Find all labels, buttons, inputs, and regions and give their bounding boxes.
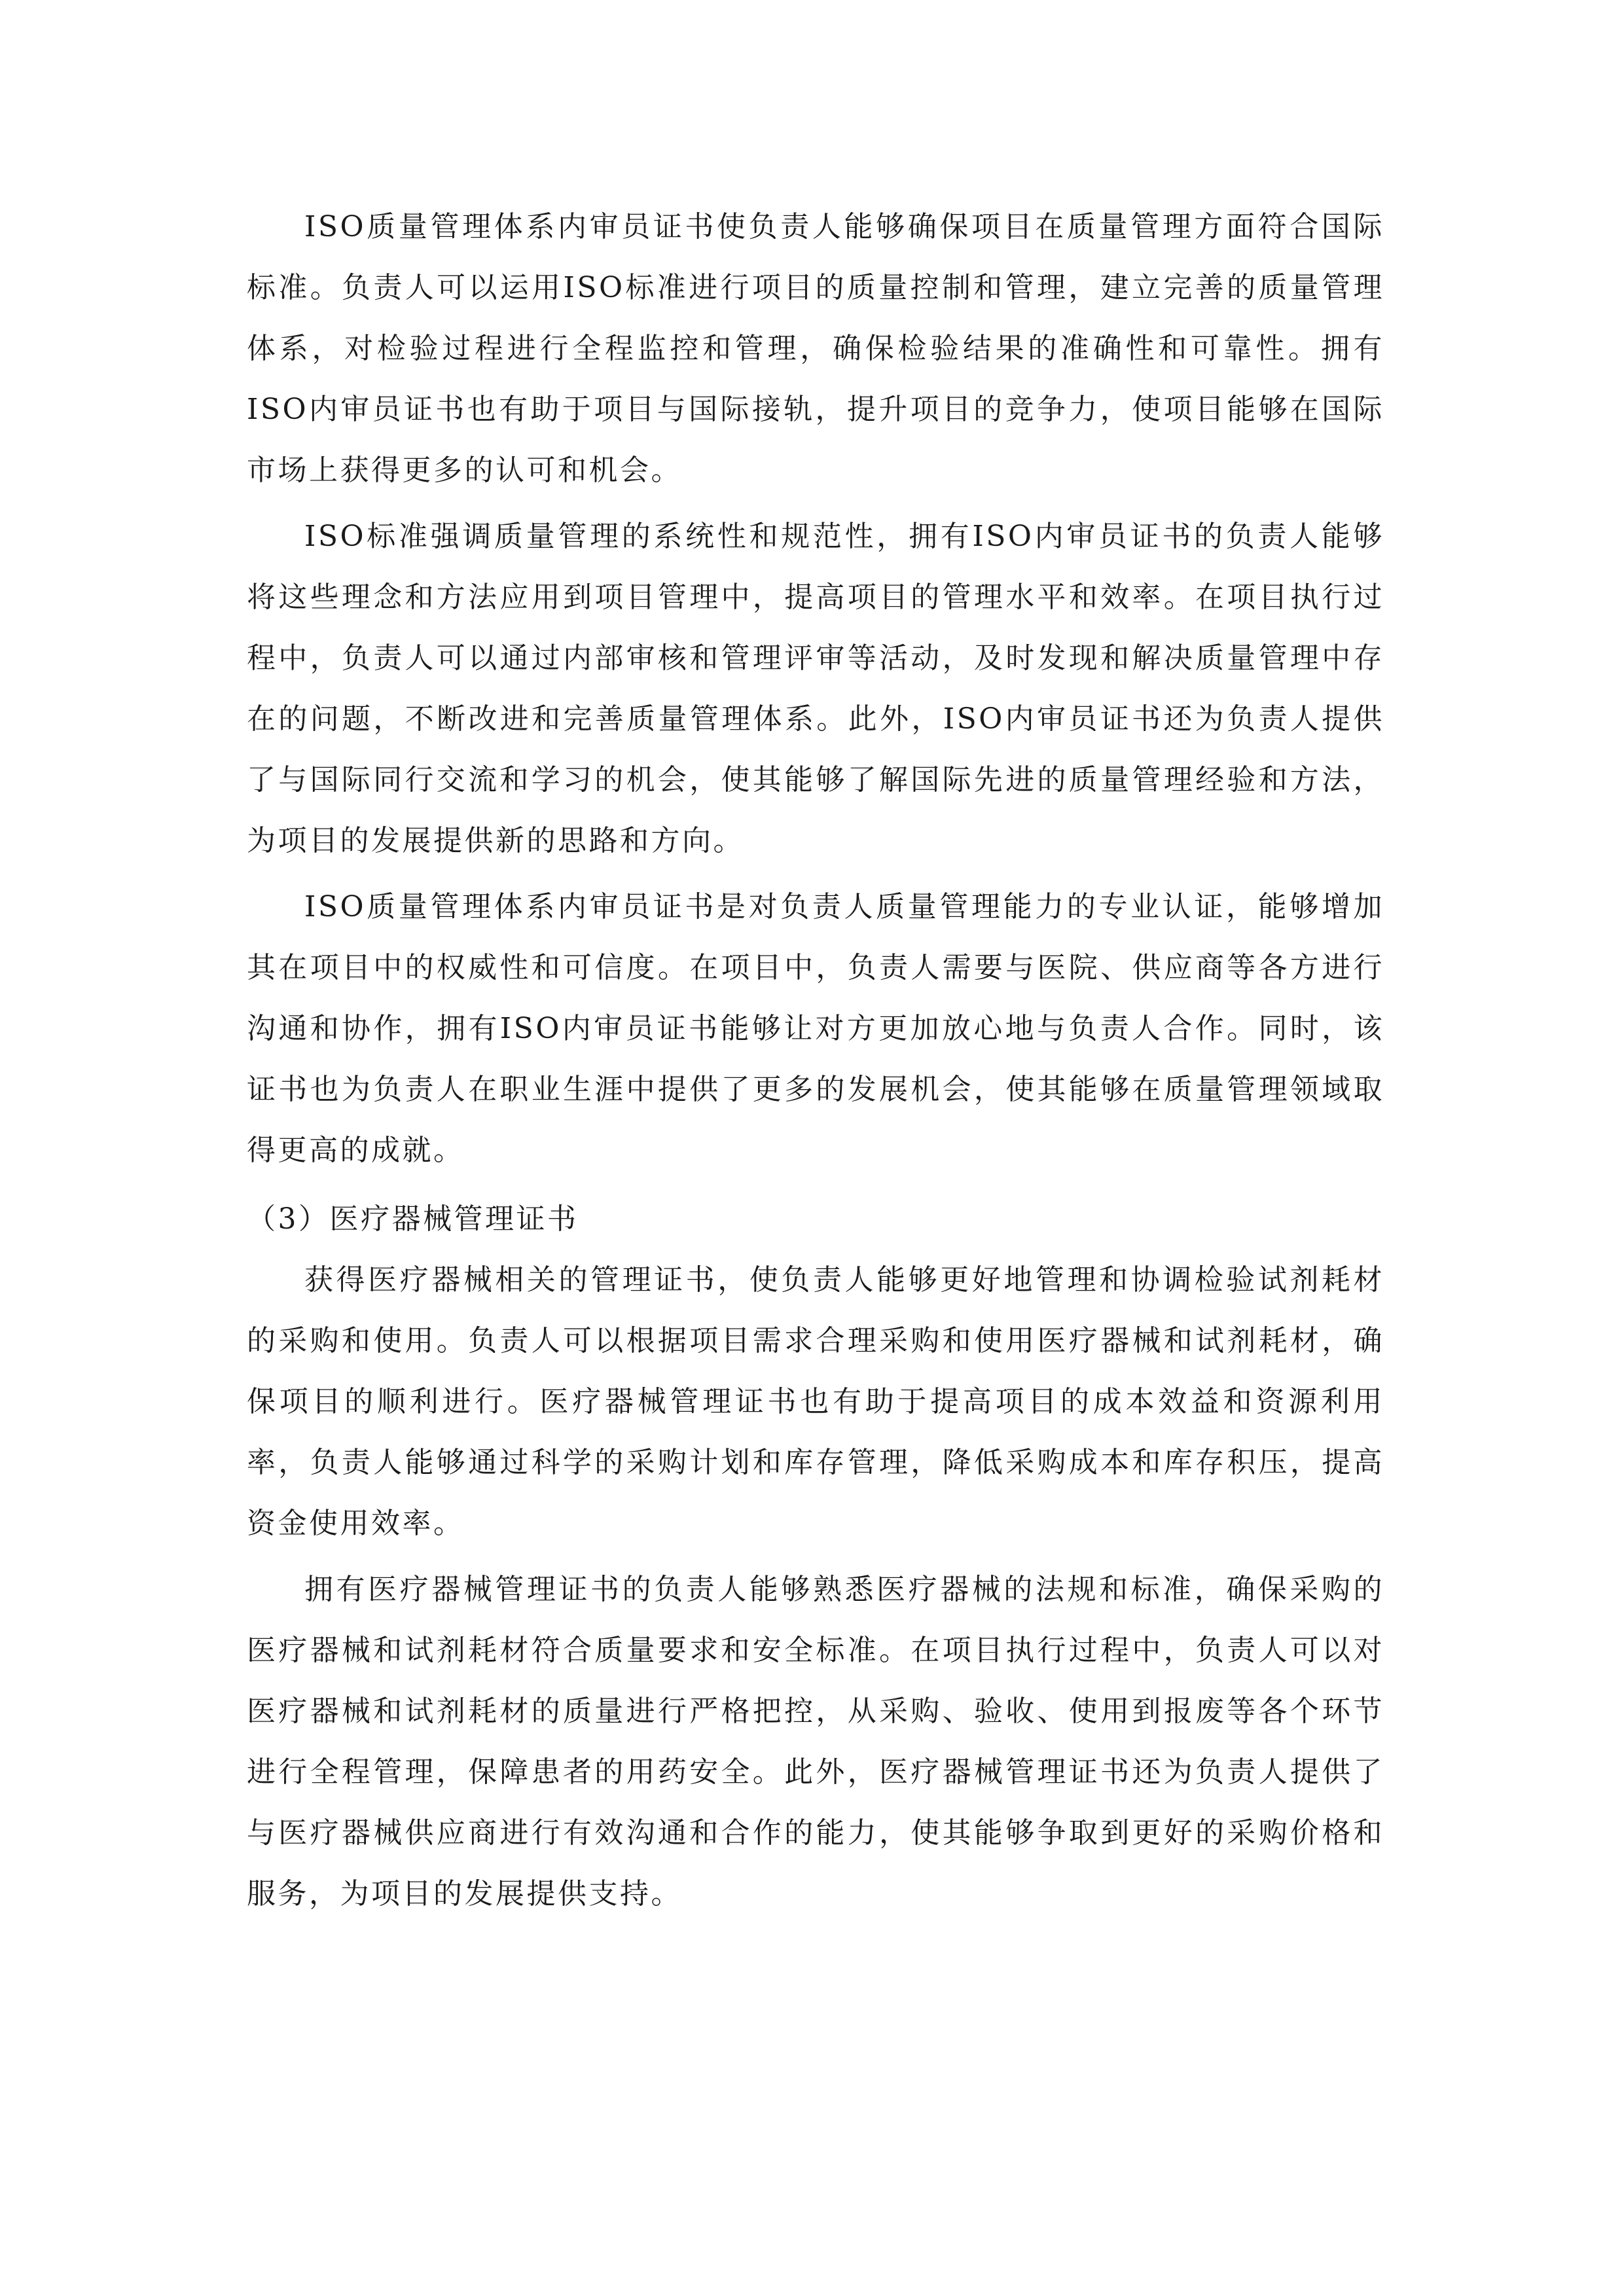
paragraph-iso-authority: ISO质量管理体系内审员证书是对负责人质量管理能力的专业认证，能够增加其在项目中的权威性和可信度。在项目中，负责人需要与医院、供应商等各方进行沟通和协作，拥有ISO内审员证书能够让对方更加放心地与负责人合作。同时，该证书也为负责人在职业生涯中提供了更多的发展机会，使其能够在质量管理领域取得更高的成就。 <box>247 890 1384 1167</box>
paragraph-iso-intro: ISO质量管理体系内审员证书使负责人能够确保项目在质量管理方面符合国际标准。负责人可以运用ISO标准进行项目的质量控制和管理，建立完善的质量管理体系，对检验过程进行全程监控和管理，确保检验结果的准确性和可靠性。拥有ISO内审员证书也有助于项目与国际接轨，提升项目的竞争力，使项目能够在国际市场上获得更多的认可和机会。 <box>247 210 1384 487</box>
document-page <box>247 196 1384 1924</box>
section-heading: （3）医疗器械管理证书 <box>247 1202 579 1236</box>
paragraph-iso-standards: ISO标准强调质量管理的系统性和规范性，拥有ISO内审员证书的负责人能够将这些理念和方法应用到项目管理中，提高项目的管理水平和效率。在项目执行过程中，负责人可以通过内部审核和管理评审等活动，及时发现和解决质量管理中存在的问题，不断改进和完善质量管理体系。此外，ISO内审员证书还为负责人提供了与国际同行交流和学习的机会，使其能够了解国际先进的质量管理经验和方法，为项目的发展提供新的思路和方向。 <box>247 520 1384 857</box>
paragraph-device-cert-intro: 获得医疗器械相关的管理证书，使负责人能够更好地管理和协调检验试剂耗材的采购和使用。负责人可以根据项目需求合理采购和使用医疗器械和试剂耗材，确保项目的顺利进行。医疗器械管理证书也有助于提高项目的成本效益和资源利用率，负责人能够通过科学的采购计划和库存管理，降低采购成本和库存积压，提高资金使用效率。 <box>247 1263 1384 1540</box>
paragraph-device-cert-regulations: 拥有医疗器械管理证书的负责人能够熟悉医疗器械的法规和标准，确保采购的医疗器械和试剂耗材符合质量要求和安全标准。在项目执行过程中，负责人可以对医疗器械和试剂耗材的质量进行严格把控，从采购、验收、使用到报废等各个环节进行全程管理，保障患者的用药安全。此外，医疗器械管理证书还为负责人提供了与医疗器械供应商进行有效沟通和合作的能力，使其能够争取到更好的采购价格和服务，为项目的发展提供支持。 <box>247 1573 1384 1910</box>
